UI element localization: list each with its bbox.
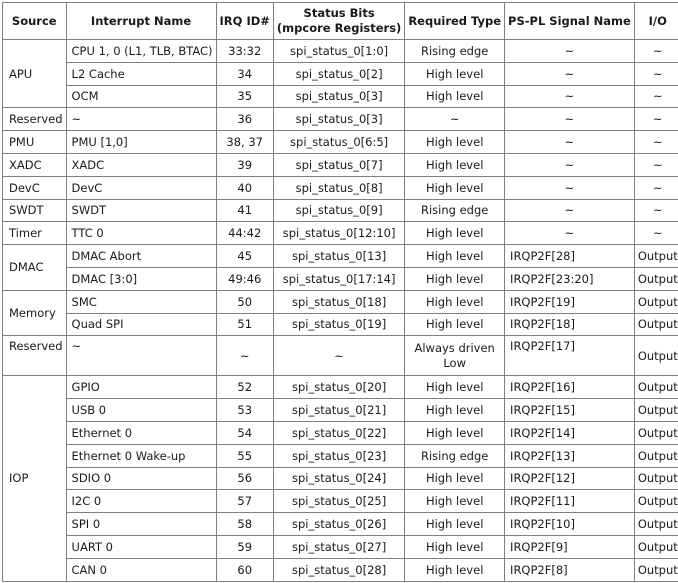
status-bits-cell: spi_status_0[3]	[273, 85, 404, 108]
interrupt-name-cell: SPI 0	[66, 513, 216, 536]
table-row	[3, 199, 678, 222]
io-cell: Output	[634, 336, 678, 376]
required-type-cell: High level	[405, 153, 505, 176]
table-row	[3, 85, 678, 108]
source-cell: Memory	[3, 290, 67, 336]
required-type-cell: High level	[405, 558, 505, 581]
status-bits-cell: spi_status_0[1:0]	[273, 40, 404, 63]
interrupt-name-cell: CAN 0	[66, 558, 216, 581]
irq-id-cell: 51	[216, 313, 273, 336]
irq-id-cell: 41	[216, 199, 273, 222]
source-cell: Timer	[3, 222, 67, 245]
required-type-cell: High level	[405, 421, 505, 444]
status-bits-cell: spi_status_0[23]	[273, 444, 404, 467]
table-row	[3, 467, 678, 490]
io-cell: Output	[634, 376, 678, 399]
header-required-type: Required Type	[405, 3, 505, 40]
table-row	[3, 176, 678, 199]
required-type-cell: Always driven Low	[405, 336, 505, 376]
signal-name-cell: IRQP2F[16]	[505, 376, 635, 399]
interrupt-name-cell: TTC 0	[66, 222, 216, 245]
table-row	[3, 222, 678, 245]
status-bits-cell: spi_status_0[22]	[273, 421, 404, 444]
interrupt-name-cell: I2C 0	[66, 490, 216, 513]
signal-name-cell: IRQP2F[11]	[505, 490, 635, 513]
required-type-cell: High level	[405, 490, 505, 513]
status-bits-cell: spi_status_0[8]	[273, 176, 404, 199]
required-type-cell: High level	[405, 176, 505, 199]
irq-id-cell: 49:46	[216, 267, 273, 290]
required-type-cell: High level	[405, 267, 505, 290]
source-cell: APU	[3, 40, 67, 108]
status-bits-cell: spi_status_0[7]	[273, 153, 404, 176]
source-cell: Reserved	[3, 336, 67, 376]
interrupt-name-cell: OCM	[66, 85, 216, 108]
signal-name-cell: IRQP2F[8]	[505, 558, 635, 581]
required-type-cell: Rising edge	[405, 444, 505, 467]
source-cell: PMU	[3, 131, 67, 154]
table-row	[3, 421, 678, 444]
io-cell: Output	[634, 444, 678, 467]
header-status-bits-line1: Status Bits	[303, 6, 375, 20]
io-cell: ~	[634, 62, 678, 85]
source-cell: Reserved	[3, 108, 67, 131]
signal-name-cell: IRQP2F[15]	[505, 399, 635, 422]
required-type-cell: ~	[405, 108, 505, 131]
required-type-cell: High level	[405, 399, 505, 422]
irq-id-cell: 38, 37	[216, 131, 273, 154]
irq-id-cell: 56	[216, 467, 273, 490]
source-cell: XADC	[3, 153, 67, 176]
io-cell: Output	[634, 490, 678, 513]
header-row	[3, 3, 678, 40]
io-cell: ~	[634, 85, 678, 108]
signal-name-cell: ~	[505, 176, 635, 199]
signal-name-cell: ~	[505, 108, 635, 131]
io-cell: ~	[634, 199, 678, 222]
signal-name-cell: ~	[505, 199, 635, 222]
table-row	[3, 399, 678, 422]
interrupt-name-cell: Ethernet 0 Wake-up	[66, 444, 216, 467]
status-bits-cell: ~	[273, 336, 404, 376]
irq-id-cell: 40	[216, 176, 273, 199]
io-cell: Output	[634, 558, 678, 581]
status-bits-cell: spi_status_0[25]	[273, 490, 404, 513]
status-bits-cell: spi_status_0[18]	[273, 290, 404, 313]
status-bits-cell: spi_status_0[17:14]	[273, 267, 404, 290]
irq-id-cell: 55	[216, 444, 273, 467]
io-cell: Output	[634, 399, 678, 422]
status-bits-cell: spi_status_0[21]	[273, 399, 404, 422]
header-interrupt-name: Interrupt Name	[66, 3, 216, 40]
required-type-cell: High level	[405, 245, 505, 268]
status-bits-cell: spi_status_0[2]	[273, 62, 404, 85]
status-bits-cell: spi_status_0[27]	[273, 535, 404, 558]
interrupt-name-cell: SWDT	[66, 199, 216, 222]
signal-name-cell: ~	[505, 153, 635, 176]
table-row	[3, 131, 678, 154]
status-bits-cell: spi_status_0[24]	[273, 467, 404, 490]
required-type-cell: Rising edge	[405, 40, 505, 63]
signal-name-cell: ~	[505, 222, 635, 245]
signal-name-cell: ~	[505, 40, 635, 63]
irq-id-cell: 50	[216, 290, 273, 313]
table-row	[3, 558, 678, 581]
signal-name-cell: IRQP2F[18]	[505, 313, 635, 336]
io-cell: Output	[634, 513, 678, 536]
interrupt-name-cell: SMC	[66, 290, 216, 313]
signal-name-cell: IRQP2F[9]	[505, 535, 635, 558]
required-type-cell: High level	[405, 222, 505, 245]
status-bits-cell: spi_status_0[12:10]	[273, 222, 404, 245]
required-type-cell: Rising edge	[405, 199, 505, 222]
source-cell: SWDT	[3, 199, 67, 222]
irq-id-cell: 34	[216, 62, 273, 85]
io-cell: Output	[634, 421, 678, 444]
io-cell: Output	[634, 467, 678, 490]
io-cell: ~	[634, 222, 678, 245]
interrupt-name-cell: ~	[66, 108, 216, 131]
io-cell: ~	[634, 40, 678, 63]
signal-name-cell: IRQP2F[10]	[505, 513, 635, 536]
status-bits-cell: spi_status_0[19]	[273, 313, 404, 336]
irq-id-cell: 57	[216, 490, 273, 513]
header-status-bits	[273, 3, 404, 40]
irq-id-cell: 54	[216, 421, 273, 444]
io-cell: ~	[634, 108, 678, 131]
interrupt-name-cell: USB 0	[66, 399, 216, 422]
io-cell: Output	[634, 245, 678, 268]
interrupt-name-cell: XADC	[66, 153, 216, 176]
table-row	[3, 290, 678, 313]
io-cell: ~	[634, 131, 678, 154]
table-row	[3, 444, 678, 467]
signal-name-cell: IRQP2F[28]	[505, 245, 635, 268]
interrupt-name-cell: L2 Cache	[66, 62, 216, 85]
table-row	[3, 62, 678, 85]
status-bits-cell: spi_status_0[28]	[273, 558, 404, 581]
irq-id-cell: 53	[216, 399, 273, 422]
required-type-cell: High level	[405, 376, 505, 399]
io-cell: Output	[634, 267, 678, 290]
signal-name-cell: IRQP2F[12]	[505, 467, 635, 490]
table-row	[3, 40, 678, 63]
irq-id-cell: 60	[216, 558, 273, 581]
interrupt-name-cell: PMU [1,0]	[66, 131, 216, 154]
signal-name-cell: ~	[505, 62, 635, 85]
io-cell: ~	[634, 176, 678, 199]
signal-name-cell: IRQP2F[23:20]	[505, 267, 635, 290]
header-io: I/O	[634, 3, 678, 40]
interrupt-name-cell: CPU 1, 0 (L1, TLB, BTAC)	[66, 40, 216, 63]
status-bits-cell: spi_status_0[6:5]	[273, 131, 404, 154]
interrupt-name-cell: Ethernet 0	[66, 421, 216, 444]
status-bits-cell: spi_status_0[13]	[273, 245, 404, 268]
status-bits-cell: spi_status_0[20]	[273, 376, 404, 399]
table-row	[3, 267, 678, 290]
signal-name-cell: ~	[505, 131, 635, 154]
required-type-cell: High level	[405, 85, 505, 108]
irq-id-cell: 52	[216, 376, 273, 399]
header-status-bits-line2: (mpcore Registers)	[276, 21, 402, 35]
irq-id-cell: 44:42	[216, 222, 273, 245]
table-row	[3, 336, 678, 376]
status-bits-cell: spi_status_0[26]	[273, 513, 404, 536]
table-row	[3, 490, 678, 513]
header-irq-id: IRQ ID#	[216, 3, 273, 40]
interrupt-name-cell: Quad SPI	[66, 313, 216, 336]
table-row	[3, 313, 678, 336]
table-row	[3, 245, 678, 268]
signal-name-cell: IRQP2F[13]	[505, 444, 635, 467]
table-row	[3, 535, 678, 558]
source-cell: DMAC	[3, 245, 67, 291]
source-cell: IOP	[3, 376, 67, 581]
io-cell: ~	[634, 153, 678, 176]
interrupt-name-cell: UART 0	[66, 535, 216, 558]
interrupt-table	[2, 2, 678, 582]
interrupt-name-cell: DMAC Abort	[66, 245, 216, 268]
signal-name-cell: IRQP2F[17]	[505, 336, 635, 376]
signal-name-cell: IRQP2F[14]	[505, 421, 635, 444]
signal-name-cell: ~	[505, 85, 635, 108]
interrupt-name-cell: ~	[66, 336, 216, 376]
required-type-cell: High level	[405, 313, 505, 336]
table-row	[3, 376, 678, 399]
required-type-cell: High level	[405, 513, 505, 536]
irq-id-cell: 39	[216, 153, 273, 176]
io-cell: Output	[634, 290, 678, 313]
irq-id-cell: 33:32	[216, 40, 273, 63]
required-type-cell: High level	[405, 535, 505, 558]
required-type-cell: High level	[405, 131, 505, 154]
status-bits-cell: spi_status_0[3]	[273, 108, 404, 131]
interrupt-name-cell: DMAC [3:0]	[66, 267, 216, 290]
source-cell: DevC	[3, 176, 67, 199]
status-bits-cell: spi_status_0[9]	[273, 199, 404, 222]
irq-id-cell: 36	[216, 108, 273, 131]
interrupt-name-cell: DevC	[66, 176, 216, 199]
io-cell: Output	[634, 313, 678, 336]
signal-name-cell: IRQP2F[19]	[505, 290, 635, 313]
table-row	[3, 513, 678, 536]
irq-id-cell: 59	[216, 535, 273, 558]
irq-id-cell: ~	[216, 336, 273, 376]
irq-id-cell: 58	[216, 513, 273, 536]
header-ps-pl-signal-name: PS-PL Signal Name	[505, 3, 635, 40]
irq-id-cell: 45	[216, 245, 273, 268]
required-type-cell: High level	[405, 290, 505, 313]
irq-id-cell: 35	[216, 85, 273, 108]
required-type-cell: High level	[405, 62, 505, 85]
header-source: Source	[3, 3, 67, 40]
interrupt-name-cell: SDIO 0	[66, 467, 216, 490]
required-type-cell: High level	[405, 467, 505, 490]
io-cell: Output	[634, 535, 678, 558]
table-row	[3, 153, 678, 176]
table-row	[3, 108, 678, 131]
interrupt-name-cell: GPIO	[66, 376, 216, 399]
